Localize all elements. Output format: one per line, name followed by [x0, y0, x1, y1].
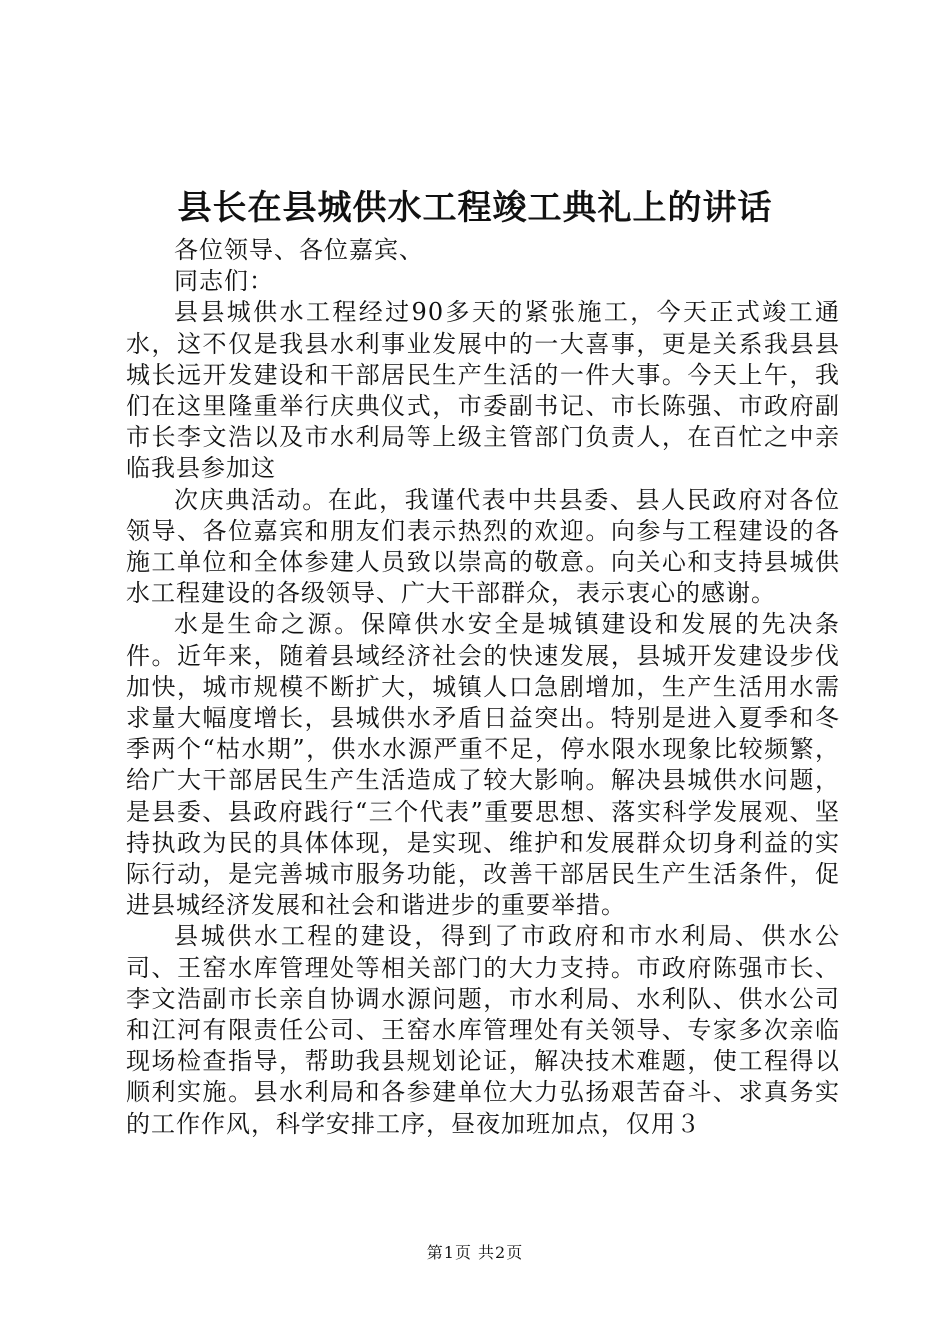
body-paragraph: 县城供水工程的建设，得到了市政府和市水利局、供水公司、王窑水库管理处等相关部门的大力支持。市政府陈强市长、李文浩副市长亲自协调水源问题，市水利局、水利队、供水公司和江河有限责任公司、王窑水库管理处有关领导、专家多次亲临现场检查指导，帮助我县规划论证，解决技术难题，使工程得以顺利实施。县水利局和各参建单位大力弘扬艰苦奋斗、求真务实的工作作风，科学安排工序，昼夜加班加点，仅用３ [126, 922, 840, 1138]
document-title: 县长在县城供水工程竣工典礼上的讲话 [177, 188, 773, 228]
page-footer: 第1页 共2页 [426, 1243, 524, 1262]
document-body [126, 235, 840, 1140]
body-paragraph: 水是生命之源。保障供水安全是城镇建设和发展的先决条件。近年来，随着县域经济社会的快速发展，县城开发建设步伐加快，城市规模不断扩大，城镇人口急剧增加，生产生活用水需求量大幅度增长，县城供水矛盾日益突出。特别是进入夏季和冬季两个“枯水期”，供水水源严重不足，停水限水现象比较频繁，给广大干部居民生产生活造成了较大影响。解决县城供水问题，是县委、县政府践行“三个代表”重要思想、落实科学发展观、坚持执政为民的具体体现，是实现、维护和发展群众切身利益的实际行动，是完善城市服务功能，改善干部居民生产生活条件，促进县城经济发展和社会和谐进步的重要举措。 [126, 610, 840, 920]
salutation-line: 各位领导、各位嘉宾、 [174, 236, 424, 264]
body-paragraph: 次庆典活动。在此，我谨代表中共县委、县人民政府对各位领导、各位嘉宾和朋友们表示热烈的欢迎。向参与工程建设的各施工单位和全体参建人员致以崇高的敬意。向关心和支持县城供水工程建设的各级领导、广大干部群众，表示衷心的感谢。 [126, 485, 840, 608]
body-paragraph: 县县城供水工程经过90多天的紧张施工，今天正式竣工通水，这不仅是我县水利事业发展中的一大喜事，更是关系我县县城长远开发建设和干部居民生产生活的一件大事。今天上午，我们在这里隆重举行庆典仪式，市委副书记、市长陈强、市政府副市长李文浩以及市水利局等上级主管部门负责人，在百忙之中亲临我县参加这 [126, 298, 840, 483]
salutation-line: 同志们： [174, 267, 274, 296]
